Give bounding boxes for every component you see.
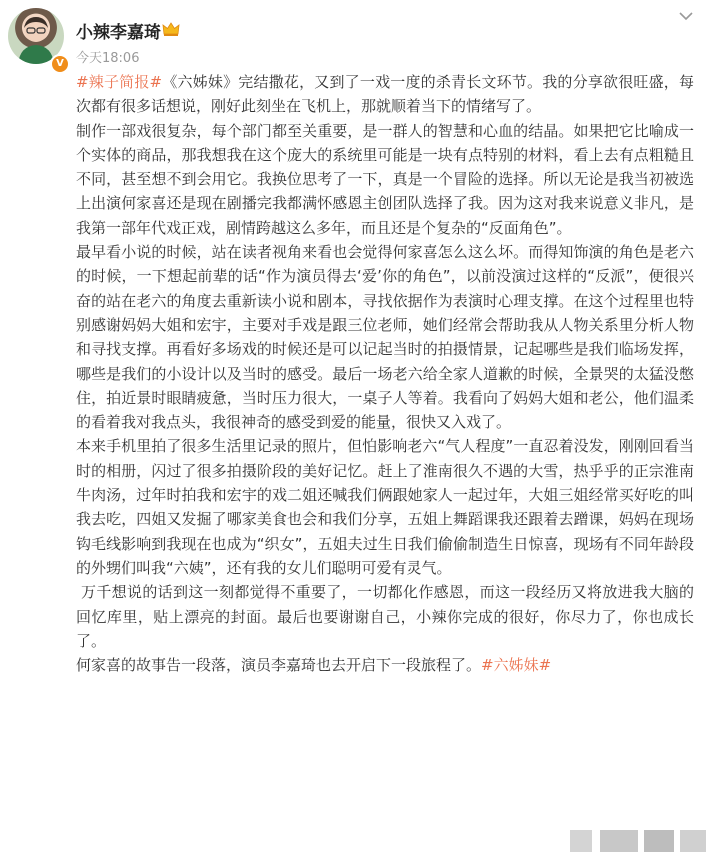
- watermark-block: [570, 830, 592, 852]
- verified-badge: V: [50, 54, 70, 74]
- watermark-block: [680, 830, 706, 852]
- paragraph-3: 最早看小说的时候，站在读者视角来看也会觉得何家喜怎么这么坏。而得知饰演的角色是老六的时候，一下想起前辈的话“作为演员得去‘爱’你的角色”，以前没演过这样的“反派”，便很兴奋的站在老六的角度去重新读小说和剧本，寻找依据作为表演时心理支撑。在这个过程里也特别感谢妈妈大姐和宏宇，主要对手戏是跟三位老师，她们经常会帮助我从人物关系里分析人物和寻找支撑。再看好多场戏的时候还是可以记起当时的拍摄情景，记起哪些是我们临场发挥，哪些是我们的小设计以及当时的感受。最后一场老六给全家人道歉的时候，全景哭的太猛没憋住，拍近景时眼睛疲惫，当时压力很大，一桌子人等着。我看向了妈妈大姐和老公，他们温柔的看着我对我点头，我很神奇的感受到爱的能量，很快又入戏了。: [76, 243, 694, 432]
- hashtag-link[interactable]: #六姊妹#: [481, 656, 552, 675]
- paragraph-6: [76, 653, 694, 677]
- post-time[interactable]: 今天18:06: [76, 51, 140, 66]
- paragraph-1: [76, 70, 694, 119]
- hashtag-link[interactable]: #辣子简报#: [76, 73, 163, 91]
- paragraph-4: 本来手机里拍了很多生活里记录的照片，但怕影响老六“气人程度”一直忍着没发，刚刚回看当时的相册，闪过了很多拍摄阶段的美好记忆。赶上了淮南很久不遇的大雪，热乎乎的正宗淮南牛肉汤，过年时拍我和宏宇的戏二姐还喊我们俩跟她家人一起过年，大姐三姐经常买好吃的叫我去吃，四姐又发掘了哪家美食也会和我们分享，五姐上舞蹈课我还跟着去蹭课，妈妈在现场钩毛线影响到我现在也成为“织女”，五姐夫过生日我们偷偷制造生日惊喜，现场有不同年龄段的外甥们叫我“六姨”，还有我的女儿们聪明可爱有灵气。: [76, 437, 694, 577]
- paragraph-2: 制作一部戏很复杂，每个部门都至关重要，是一群人的智慧和心血的结晶。如果把它比喻成一个实体的商品，那我想我在这个庞大的系统里可能是一块有点特别的材料，看上去有点粗糙且不同，甚至想不到会用它。我换位思考了一下，真是一个冒险的选择。所以无论是我当初被选上出演何家喜还是现在剧播完我都满怀感恩主创团队选择了我。因为这对我来说意义非凡，是我第一部年代戏正戏，剧情跨越这么多年，而且还是个复杂的“反面角色”。: [76, 121, 694, 237]
- post-content: [76, 70, 694, 677]
- paragraph-text: 何家喜的故事告一段落，演员李嘉琦也去开启下一段旅程了。: [76, 656, 482, 675]
- paragraph-text: 《六姊妹》完结撒花，又到了一戏一度的杀青长文环节。我的分享欲很旺盛，每次都有很多话想说，刚好此刻坐在飞机上，那就顺着当下的情绪写了。: [76, 73, 694, 116]
- crown-icon: [162, 21, 180, 37]
- post-header: [0, 0, 720, 72]
- username[interactable]: 小辣李嘉琦: [76, 23, 161, 43]
- watermark-block: [600, 830, 638, 852]
- chevron-down-icon[interactable]: [678, 10, 694, 22]
- paragraph-5: 万千想说的话到这一刻都觉得不重要了，一切都化作感恩，而这一段经历又将放进我大脑的回忆库里，贴上漂亮的封面。最后也要谢谢自己，小辣你完成的很好，你尽力了，你也成长了。: [76, 583, 694, 650]
- blurred-watermark: [570, 830, 710, 858]
- watermark-block: [644, 830, 674, 852]
